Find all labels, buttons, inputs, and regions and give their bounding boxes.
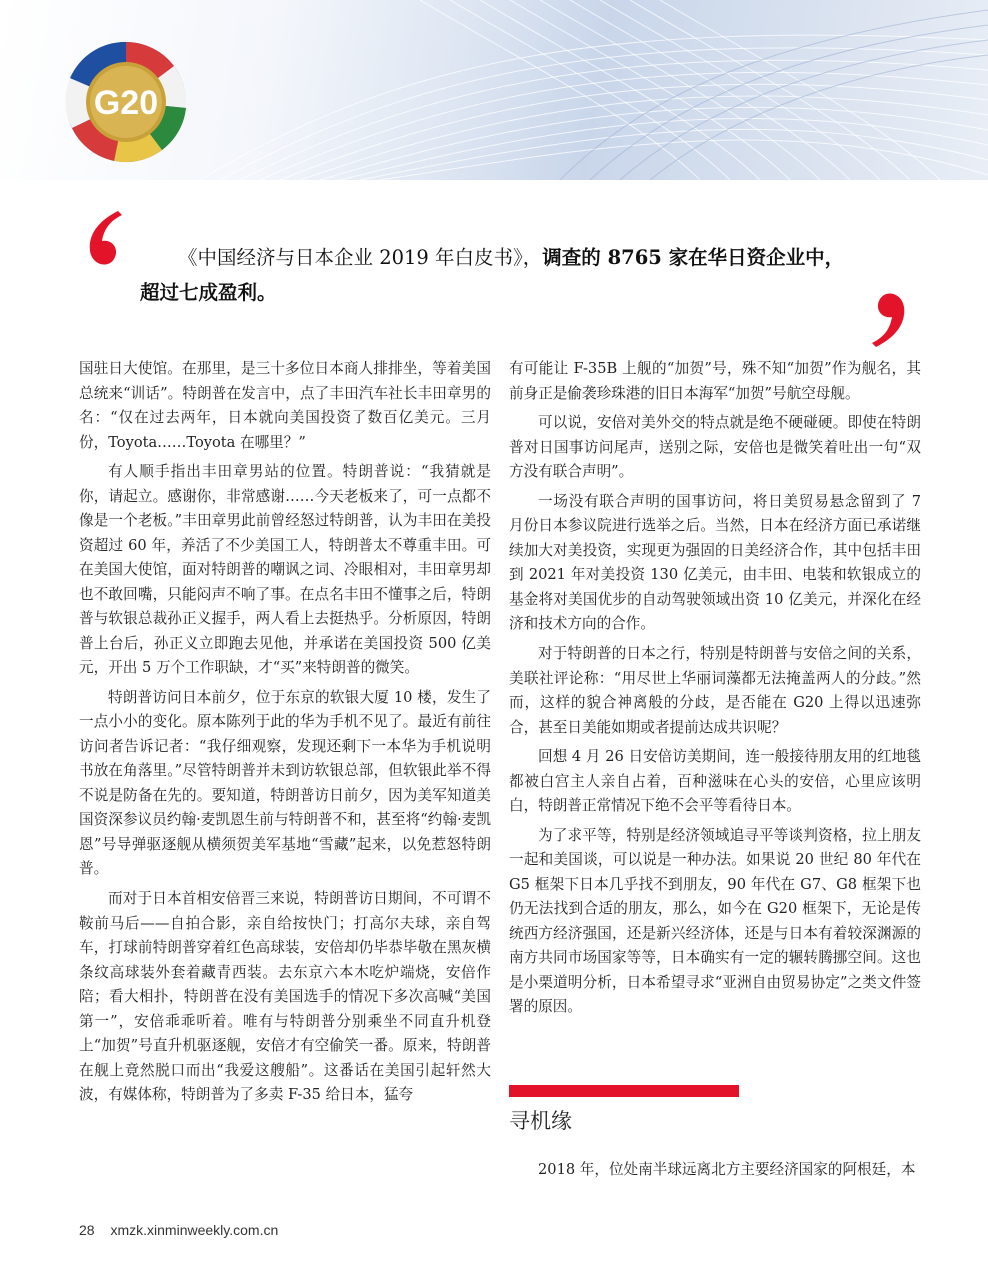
section-accent-bar <box>509 1085 739 1097</box>
pull-quote <box>140 240 860 310</box>
close-quote-mark-icon <box>868 283 916 353</box>
paragraph: 对于特朗普的日本之行，特别是特朗普与安倍之间的关系，美联社评论称：“用尽世上华丽词藻都无法掩盖两人的分歧。”然而，这样的貌合神离般的分歧，是否能在 G20 上得以迅速弥合，甚至日美能如期或者提前达成共识呢？ <box>509 645 921 736</box>
page-number: 28 <box>79 1222 95 1238</box>
website-url: xmzk.xinminweekly.com.cn <box>110 1222 279 1238</box>
g20-logo <box>62 38 190 166</box>
paragraph: 有人顺手指出丰田章男站的位置。特朗普说：“我猜就是你，请起立。感谢你，非常感谢……今天老板来了，可一点都不像是一个老板。”丰田章男此前曾经怒过特朗普，认为丰田在美投资超过 60 年，养活了不少美国工人，特朗普太不尊重丰田。可在美国大使馆，面对特朗普的嘲讽之词、冷眼相对，丰田章男却也不敢回嘴，只能闷声不响了事。在点名丰田不懂事之后，特朗普与软银总裁孙正义握手，两人看上去挺热乎。分析原因，特朗普上台后，孙正义立即跑去见他，并承诺在美国投资 500 亿美元，开出 5 万个工作职缺，才“买”来特朗普的微笑。 <box>79 463 491 677</box>
paragraph: 一场没有联合声明的国事访问，将日美贸易悬念留到了 7 月份日本参议院进行选举之后。当然，日本在经济方面已承诺继续加大对美投资，实现更为强固的日美经济合作，其中包括丰田到 2021 年对美投资 130 亿美元，由丰田、电装和软银成立的基金将对美国优步的自动驾驶领域出资 10 亿美元，并深化在经济和技术方向的合作。 <box>509 492 921 633</box>
paragraph: 特朗普访问日本前夕，位于东京的软银大厦 10 楼，发生了一点小小的变化。原本陈列于此的华为手机不见了。最近有前往访问者告诉记者：“我仔细观察，发现还剩下一本华为手机说明书放在角落里。”尽管特朗普并未到访软银总部，但软银此举不得不说是防备在先的。要知道，特朗普访日前夕，因为美军知道美国资深参议员约翰·麦凯恩生前与特朗普不和，甚至将“约翰·麦凯恩”号导弹驱逐舰从横须贺美军基地“雪藏”起来，以免惹怒特朗普。 <box>79 688 491 878</box>
paragraph: 可以说，安倍对美外交的特点就是绝不硬碰硬。即使在特朗普对日国事访问尾声，送别之际，安倍也是微笑着吐出一句“双方没有联合声明”。 <box>509 414 921 481</box>
paragraph: 回想 4 月 26 日安倍访美期间，连一般接待朋友用的红地毯都被白宫主人亲自占着，百种滋味在心头的安倍，心里应该明白，特朗普正常情况下绝不会平等看待日本。 <box>509 748 921 815</box>
section-title: 寻机缘 <box>509 1109 572 1133</box>
right-text-column <box>509 357 921 1025</box>
g20-logo-text: G20 <box>93 84 159 122</box>
page-footer <box>79 1222 278 1238</box>
open-quote-mark-icon <box>78 205 126 275</box>
paragraph: 2018 年，位处南半球远离北方主要经济国家的阿根廷，本 <box>538 1161 916 1178</box>
pull-quote-bold: 调查的 8765 家在华日资企业中，超过七成盈利。 <box>140 246 845 304</box>
section-text <box>509 1158 921 1183</box>
paragraph: 而对于日本首相安倍晋三来说，特朗普访日期间，不可谓不鞍前马后——自拍合影，亲自给按快门；打高尔夫球，亲自驾车，打球前特朗普穿着红色高球装，安倍却仍毕恭毕敬在黑灰横条纹高球装外套着藏青西装。去东京六本木吃炉端烧，安倍作陪；看大相扑，特朗普在没有美国选手的情况下多次高喊“美国第一”，安倍乖乖听着。唯有与特朗普分别乘坐不同直升机登上“加贺”号直升机驱逐舰，安倍才有空偷笑一番。原来，特朗普在舰上竟然脱口而出“我爱这艘船”。这番话在美国引起轩然大波，有媒体称，特朗普为了多卖 F-35 给日本，猛夸 <box>79 890 491 1104</box>
left-text-column <box>79 357 491 1113</box>
pull-quote-normal: 《中国经济与日本企业 2019 年白皮书》， <box>178 246 543 269</box>
paragraph: 国驻日大使馆。在那里，是三十多位日本商人排排坐，等着美国总统来“训话”。特朗普在发言中，点了丰田汽车社长丰田章男的名：“仅在过去两年，日本就向美国投资了数百亿美元。三月份，Toyota……Toyota 在哪里？” <box>79 360 491 451</box>
paragraph: 为了求平等，特别是经济领域追寻平等谈判资格，拉上朋友一起和美国谈，可以说是一种办法。如果说 20 世纪 80 年代在 G5 框架下日本几乎找不到朋友，90 年代在 G7、G8 框架下也仍无法找到合适的朋友，那么，如今在 G20 框架下，无论是传统西方经济强国，还是新兴经济体，还是与日本有着较深渊源的南方共同市场国家等等，日本确实有一定的辗转腾挪空间。这也是小栗道明分析，日本希望寻求“亚洲自由贸易协定”之类文件签署的原因。 <box>509 826 921 1016</box>
header-banner <box>0 0 988 180</box>
paragraph: 有可能让 F-35B 上舰的“加贺”号，殊不知“加贺”作为舰名，其前身正是偷袭珍珠港的旧日本海军“加贺”号航空母舰。 <box>509 360 921 402</box>
